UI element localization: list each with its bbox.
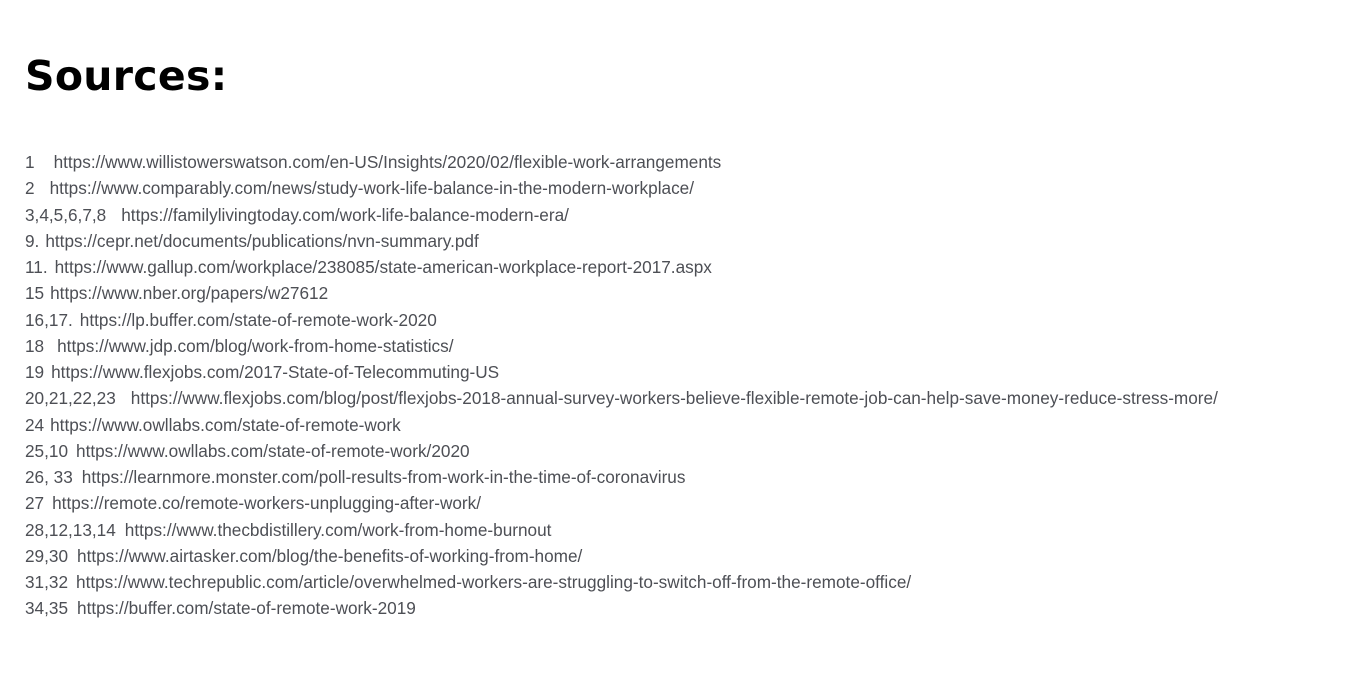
source-link[interactable]: https://www.owllabs.com/state-of-remote-work/2020 [76, 440, 470, 461]
source-link[interactable]: https://buffer.com/state-of-remote-work-2019 [77, 598, 416, 619]
source-link[interactable]: https://www.gallup.com/workplace/238085/state-american-workplace-report-2017.aspx [54, 257, 712, 277]
source-number: 31,32 [25, 572, 69, 592]
source-link[interactable]: https://www.comparably.com/news/study-work-life-balance-in-the-modern-workplace/ [49, 178, 695, 199]
source-link[interactable]: https://www.nber.org/papers/w27612 [50, 283, 329, 304]
source-number: 1 [25, 152, 35, 172]
source-link[interactable]: https://www.airtasker.com/blog/the-benefits-of-working-from-home/ [77, 545, 583, 566]
source-link[interactable]: https://remote.co/remote-workers-unplugging-after-work/ [52, 493, 482, 514]
source-number: 3,4,5,6,7,8 [25, 204, 107, 225]
source-item [25, 175, 1218, 201]
source-link[interactable]: https://www.flexjobs.com/blog/post/flexjobs-2018-annual-survey-workers-believe-flexible-remote-job-can-help-save-money-reduce-stress-more/ [130, 388, 1218, 409]
source-link[interactable]: https://cepr.net/documents/publications/nvn-summary.pdf [45, 230, 479, 251]
source-link[interactable]: https://learnmore.monster.com/poll-results-from-work-in-the-time-of-coronavirus [81, 467, 686, 487]
source-number: 27 [25, 493, 45, 514]
source-link[interactable]: https://familylivingtoday.com/work-life-balance-modern-era/ [121, 204, 569, 225]
source-link[interactable]: https://www.flexjobs.com/2017-State-of-Telecommuting-US [51, 362, 500, 382]
source-link[interactable]: https://lp.buffer.com/state-of-remote-work-2020 [79, 309, 437, 330]
source-item [25, 412, 1218, 438]
source-link[interactable]: https://www.techrepublic.com/article/overwhelmed-workers-are-struggling-to-switch-off-from-the-remote-office/ [76, 572, 912, 592]
source-item [25, 385, 1218, 411]
source-link[interactable]: https://www.owllabs.com/state-of-remote-work [50, 414, 401, 435]
source-link[interactable]: https://www.thecbdistillery.com/work-from-home-burnout [124, 519, 552, 540]
source-item [25, 464, 1218, 490]
source-link[interactable]: https://www.jdp.com/blog/work-from-home-statistics/ [57, 335, 454, 356]
source-item [25, 543, 1218, 569]
source-item [25, 149, 1218, 175]
source-number: 9. [25, 230, 40, 251]
source-item [25, 280, 1218, 306]
source-number: 18 [25, 335, 45, 356]
source-item [25, 517, 1218, 543]
page-title: Sources: [25, 52, 228, 100]
source-number: 11. [25, 257, 48, 277]
source-number: 34,35 [25, 598, 69, 619]
source-number: 24 [25, 414, 45, 435]
source-item [25, 254, 1218, 280]
source-number: 29,30 [25, 545, 69, 566]
source-item [25, 333, 1218, 359]
source-number: 15 [25, 283, 45, 304]
source-item [25, 438, 1218, 464]
source-item [25, 490, 1218, 516]
source-item [25, 202, 1218, 228]
source-list [25, 149, 1218, 622]
source-number: 28,12,13,14 [25, 519, 116, 540]
source-item [25, 307, 1218, 333]
source-number: 19 [25, 362, 45, 382]
source-item [25, 595, 1218, 621]
source-number: 20,21,22,23 [25, 388, 116, 409]
source-number: 2 [25, 178, 35, 199]
source-item [25, 228, 1218, 254]
source-item [25, 359, 1218, 385]
source-item [25, 569, 1218, 595]
source-number: 25,10 [25, 440, 69, 461]
source-number: 26, 33 [25, 467, 73, 487]
source-number: 16,17. [25, 309, 73, 330]
source-link[interactable]: https://www.willistowerswatson.com/en-US/Insights/2020/02/flexible-work-arrangements [53, 152, 722, 172]
